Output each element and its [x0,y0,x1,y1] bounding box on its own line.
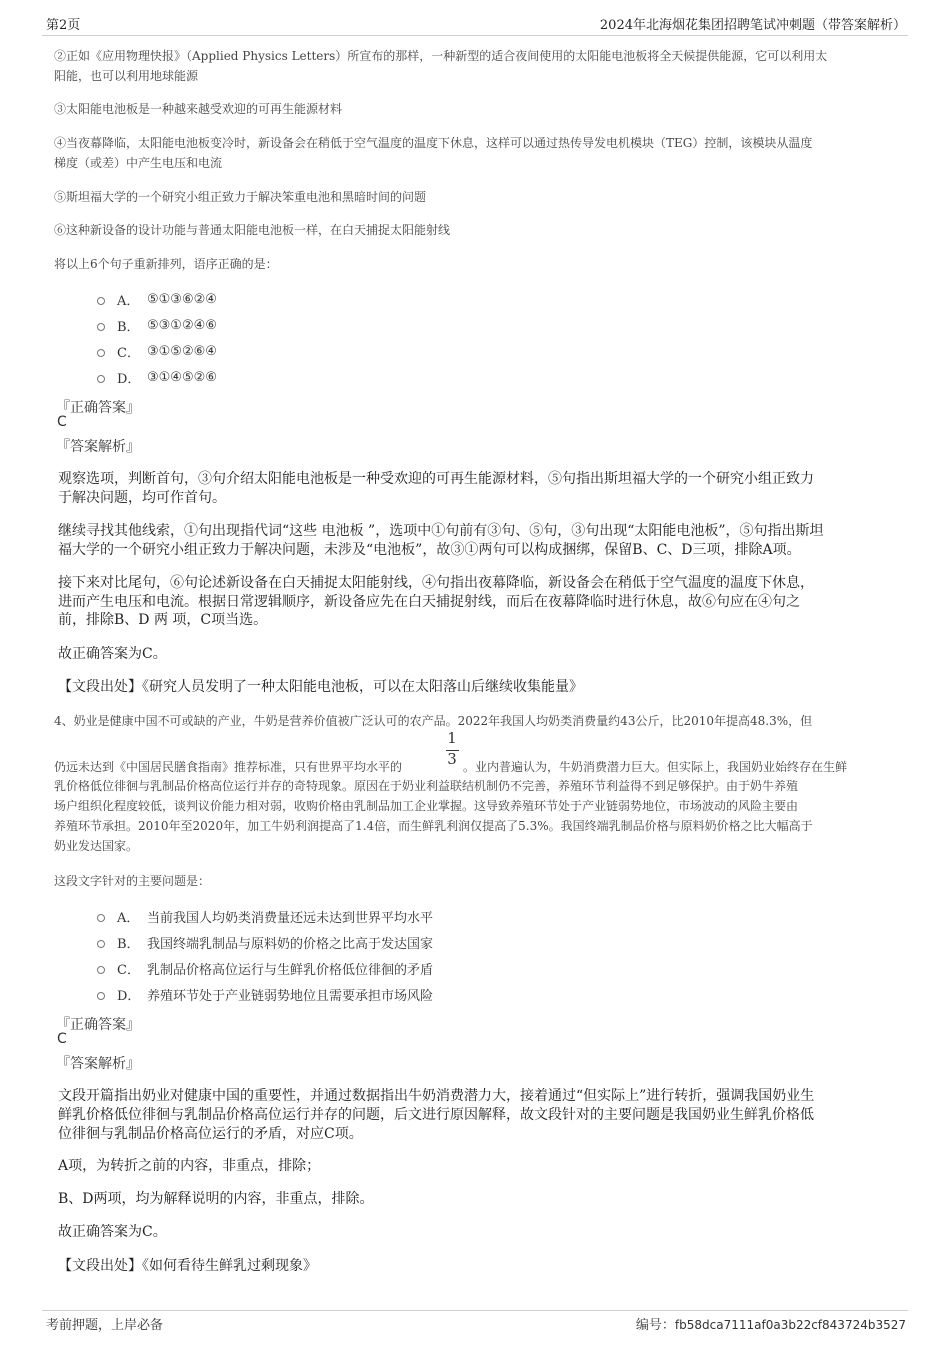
analysis-label: 『答案解析』 [56,439,140,455]
footer-slogan: 考前押题，上岸必备 [46,1318,164,1333]
question-prompt: 这段文字针对的主要问题是： [54,874,211,888]
radio-icon[interactable] [97,966,105,974]
footer-divider [42,1310,908,1311]
question-4-line2b: 。业内普遍认为，牛奶消费潜力巨大。但实际上，我国奶业始终存在生鲜 [463,760,848,774]
option-text: ③①⑤②⑥④ [147,344,217,359]
option-letter: C． [117,346,140,361]
radio-icon[interactable] [97,323,105,331]
analysis-conclusion: 故正确答案为C。 [58,646,167,662]
option-letter: D． [117,372,141,387]
option-letter: D． [117,989,141,1004]
analysis-paragraph: 进而产生电压和电流。根据日常逻辑顺序，新设备应先在白天捕捉射线，而后在夜幕降临时进行休息，故⑥句应在④句之 [58,594,800,610]
option-letter: C． [117,963,140,978]
analysis-paragraph: B、D两项，均为解释说明的内容，非重点，排除。 [58,1191,374,1207]
option-d[interactable] [97,985,433,1004]
option-c[interactable] [97,342,217,361]
analysis-paragraph: 前，排除B、D 两 项，C项当选。 [58,612,268,628]
analysis-conclusion: 故正确答案为C。 [58,1224,167,1240]
sentence-4-line1: ④当夜幕降临，太阳能电池板变冷时，新设备会在稍低于空气温度的温度下休息，这样可以通过热传导发电机模块（TEG）控制，该模块从温度 [54,136,813,150]
analysis-paragraph: 继续寻找其他线索，①句出现指代词“这些 电池板 ”，选项中①句前有③句、⑤句，③句出现“太阳能电池板”，⑤句指出斯坦 [58,523,824,539]
radio-icon[interactable] [97,375,105,383]
option-b[interactable] [97,316,217,335]
answer-label: 『正确答案』 [56,400,140,416]
sentence-6: ⑥这种新设备的设计功能与普通太阳能电池板一样，在白天捕捉太阳能射线 [54,223,451,237]
question-4-line: 乳价格低位徘徊与乳制品价格高位运行并存的奇特现象。原因在于奶业利益联结机制仍不完善，养殖环节利益得不到足够保护。由于奶牛养殖 [54,779,799,793]
option-text: ③①④⑤②⑥ [147,370,217,385]
question-4-line: 场户组织化程度较低，谈判议价能力相对弱，收购价格由乳制品加工企业掌握。这导致养殖环节处于产业链弱势地位，市场波动的风险主要由 [54,799,799,813]
option-a[interactable] [97,907,433,926]
sentence-2-line1: ②正如《应用物理快报》（Applied Physics Letters）所宣布的那样，一种新型的适合夜间使用的太阳能电池板将全天候提供能源，它可以利用太 [54,49,828,63]
option-a[interactable] [97,290,217,309]
radio-icon[interactable] [97,297,105,305]
option-text: 乳制品价格高位运行与生鲜乳价格低位徘徊的矛盾 [147,963,434,978]
analysis-paragraph: 文段开篇指出奶业对健康中国的重要性，并通过数据指出牛奶消费潜力大，接着通过“但实际上”进行转折，强调我国奶业生 [58,1088,815,1104]
option-d[interactable] [97,368,217,387]
radio-icon[interactable] [97,940,105,948]
option-text: 养殖环节处于产业链弱势地位且需要承担市场风险 [147,989,434,1004]
option-letter: B． [117,320,140,335]
option-letter: A． [117,294,140,309]
option-letter: A． [117,911,140,926]
analysis-label: 『答案解析』 [56,1056,140,1072]
document-title: 2024年北海烟花集团招聘笔试冲刺题（带答案解析） [599,18,906,33]
analysis-paragraph: 福大学的一个研究小组正致力于解决问题，未涉及“电池板”，故③①两句可以构成捆绑，保留B、C、D三项，排除A项。 [58,542,801,558]
answer-value: C [57,414,67,430]
radio-icon[interactable] [97,914,105,922]
analysis-paragraph: A项，为转折之前的内容，非重点，排除； [58,1158,321,1174]
option-text: 我国终端乳制品与原料奶的价格之比高于发达国家 [147,937,434,952]
analysis-paragraph: 于解决问题，均可作首句。 [58,490,226,506]
analysis-paragraph: 位徘徊与乳制品价格高位运行的矛盾，对应C项。 [58,1126,363,1142]
page-number: 第2页 [46,18,81,33]
analysis-paragraph: 鲜乳价格低位徘徊与乳制品价格高位运行并存的问题，后文进行原因解释，故文段针对的主要问题是我国奶业生鲜乳价格低 [58,1107,814,1123]
option-letter: B． [117,937,140,952]
sentence-2-line2: 阳能，也可以利用地球能源 [54,69,199,83]
answer-value: C [57,1031,67,1047]
option-c[interactable] [97,959,433,978]
answer-label: 『正确答案』 [56,1017,140,1033]
question-4-line2a: 仍远未达到《中国居民膳食指南》推荐标准，只有世界平均水平的 [54,760,403,774]
source-citation: 【文段出处】《如何看待生鲜乳过剩现象》 [58,1258,317,1274]
question-4-line: 养殖环节承担。2010年至2020年，加工牛奶利润提高了1.4倍，而生鲜乳利润仅提高了5.3%。我国终端乳制品价格与原料奶价格之比大幅高于 [54,819,813,833]
analysis-paragraph: 观察选项，判断首句，③句介绍太阳能电池板是一种受欢迎的可再生能源材料，⑤句指出斯坦福大学的一个研究小组正致力 [58,471,814,487]
radio-icon[interactable] [97,992,105,1000]
question-4-line: 奶业发达国家。 [54,839,139,853]
option-text: ⑤③①②④⑥ [147,318,217,333]
header-divider [42,35,908,36]
code-label: 编号： [635,1318,675,1333]
document-code [636,1314,906,1333]
radio-icon[interactable] [97,349,105,357]
option-text: ⑤①③⑥②④ [147,292,217,307]
analysis-paragraph: 接下来对比尾句，⑥句论述新设备在白天捕捉太阳能射线，④句指出夜幕降临，新设备会在稍低于空气温度的温度下休息， [58,575,814,591]
sentence-5: ⑤斯坦福大学的一个研究小组正致力于解决笨重电池和黑暗时间的问题 [54,190,427,204]
question-prompt: 将以上6个句子重新排列，语序正确的是： [54,257,278,271]
question-4-line1: 4、奶业是健康中国不可或缺的产业，牛奶是营养价值被广泛认可的农产品。2022年我国人均奶类消费量约43公斤，比2010年提高48.3%，但 [54,714,813,728]
fraction-numerator: 1 [447,729,457,747]
sentence-4-line2: 梯度（或差）中产生电压和电流 [54,156,223,170]
option-text: 当前我国人均奶类消费量还远未达到世界平均水平 [147,911,434,926]
code-value: fb58dca7111af0a3b22cf843724b3527 [674,1318,906,1332]
sentence-3: ③太阳能电池板是一种越来越受欢迎的可再生能源材料 [54,102,343,116]
option-b[interactable] [97,933,433,952]
fraction-denominator: 3 [447,750,457,768]
source-citation: 【文段出处】《研究人员发明了一种太阳能电池板，可以在太阳落山后继续收集能量》 [58,679,583,695]
